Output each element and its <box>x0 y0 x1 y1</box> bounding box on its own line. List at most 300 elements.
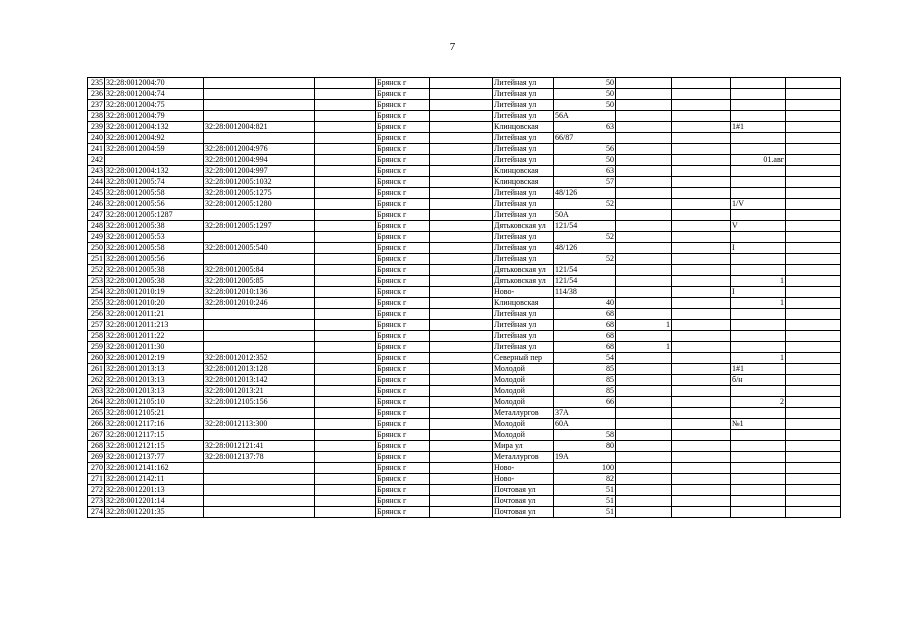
empty-cell <box>315 386 376 397</box>
empty-cell <box>672 342 731 353</box>
empty-cell <box>315 210 376 221</box>
city-cell: Брянск г <box>376 386 430 397</box>
row-number-cell: 256 <box>88 309 105 320</box>
street-cell: Литейная ул <box>493 232 554 243</box>
city-cell: Брянск г <box>376 441 430 452</box>
cadastral-number-cell: 32:28:0012011:213 <box>105 320 204 331</box>
related-cadastral-number-cell: 32:28:0012010:246 <box>204 298 315 309</box>
extra-number-cell <box>616 287 672 298</box>
cadastral-number-cell: 32:28:0012004:59 <box>105 144 204 155</box>
row-number-cell: 255 <box>88 298 105 309</box>
street-cell: Северный пер <box>493 353 554 364</box>
row-number-cell: 236 <box>88 89 105 100</box>
empty-cell <box>430 265 493 276</box>
related-cadastral-number-cell: 32:28:0012005:540 <box>204 243 315 254</box>
street-cell: Литейная ул <box>493 199 554 210</box>
street-cell: Почтовая ул <box>493 485 554 496</box>
premise-cell <box>731 232 786 243</box>
related-cadastral-number-cell <box>204 463 315 474</box>
empty-cell <box>315 133 376 144</box>
street-cell: Ново- <box>493 287 554 298</box>
related-cadastral-number-cell: 32:28:0012004:976 <box>204 144 315 155</box>
empty-cell <box>786 166 841 177</box>
city-cell: Брянск г <box>376 89 430 100</box>
empty-cell <box>786 232 841 243</box>
row-number-cell: 267 <box>88 430 105 441</box>
house-number-cell: 68 <box>554 342 616 353</box>
extra-number-cell <box>616 386 672 397</box>
empty-cell <box>430 386 493 397</box>
premise-cell <box>731 496 786 507</box>
table-row <box>88 276 841 287</box>
premise-cell <box>731 309 786 320</box>
empty-cell <box>786 309 841 320</box>
city-cell: Брянск г <box>376 287 430 298</box>
empty-cell <box>786 353 841 364</box>
cadastral-number-cell: 32:28:0012105:10 <box>105 397 204 408</box>
city-cell: Брянск г <box>376 485 430 496</box>
street-cell: Ново- <box>493 463 554 474</box>
cadastral-number-cell: 32:28:0012005:38 <box>105 265 204 276</box>
table-row <box>88 111 841 122</box>
city-cell: Брянск г <box>376 298 430 309</box>
city-cell: Брянск г <box>376 375 430 386</box>
house-number-cell: 85 <box>554 364 616 375</box>
city-cell: Брянск г <box>376 133 430 144</box>
city-cell: Брянск г <box>376 199 430 210</box>
cadastral-number-cell: 32:28:0012142:11 <box>105 474 204 485</box>
empty-cell <box>672 353 731 364</box>
empty-cell <box>672 320 731 331</box>
related-cadastral-number-cell <box>204 133 315 144</box>
row-number-cell: 241 <box>88 144 105 155</box>
empty-cell <box>786 397 841 408</box>
related-cadastral-number-cell: 32:28:0012013:21 <box>204 386 315 397</box>
extra-number-cell <box>616 122 672 133</box>
house-number-cell: 52 <box>554 199 616 210</box>
empty-cell <box>786 298 841 309</box>
row-number-cell: 250 <box>88 243 105 254</box>
empty-cell <box>430 342 493 353</box>
city-cell: Брянск г <box>376 265 430 276</box>
table-row <box>88 89 841 100</box>
empty-cell <box>315 463 376 474</box>
premise-cell <box>731 166 786 177</box>
row-number-cell: 268 <box>88 441 105 452</box>
cadastral-number-cell: 32:28:0012010:19 <box>105 287 204 298</box>
premise-cell: б/н <box>731 375 786 386</box>
extra-number-cell <box>616 210 672 221</box>
extra-number-cell <box>616 408 672 419</box>
related-cadastral-number-cell <box>204 254 315 265</box>
premise-cell: 1/V <box>731 199 786 210</box>
empty-cell <box>786 463 841 474</box>
empty-cell <box>786 375 841 386</box>
empty-cell <box>786 188 841 199</box>
row-number-cell: 262 <box>88 375 105 386</box>
empty-cell <box>672 507 731 518</box>
empty-cell <box>315 199 376 210</box>
table-row <box>88 364 841 375</box>
empty-cell <box>672 243 731 254</box>
extra-number-cell <box>616 177 672 188</box>
house-number-cell: 52 <box>554 232 616 243</box>
extra-number-cell <box>616 133 672 144</box>
street-cell: Почтовая ул <box>493 496 554 507</box>
city-cell: Брянск г <box>376 507 430 518</box>
premise-cell <box>731 111 786 122</box>
empty-cell <box>430 364 493 375</box>
empty-cell <box>430 188 493 199</box>
cadastral-number-cell: 32:28:0012201:35 <box>105 507 204 518</box>
extra-number-cell <box>616 199 672 210</box>
house-number-cell: 100 <box>554 463 616 474</box>
premise-cell <box>731 452 786 463</box>
cadastral-number-cell <box>105 155 204 166</box>
house-number-cell: 82 <box>554 474 616 485</box>
city-cell: Брянск г <box>376 100 430 111</box>
street-cell: Литейная ул <box>493 155 554 166</box>
extra-number-cell <box>616 188 672 199</box>
premise-cell <box>731 320 786 331</box>
house-number-cell: 51 <box>554 496 616 507</box>
table-row <box>88 122 841 133</box>
cadastral-number-cell: 32:28:0012011:22 <box>105 331 204 342</box>
premise-cell: V <box>731 221 786 232</box>
related-cadastral-number-cell: 32:28:0012004:994 <box>204 155 315 166</box>
street-cell: Литейная ул <box>493 342 554 353</box>
empty-cell <box>315 430 376 441</box>
house-number-cell: 40 <box>554 298 616 309</box>
table-row <box>88 342 841 353</box>
empty-cell <box>672 188 731 199</box>
table-row <box>88 397 841 408</box>
cadastral-number-cell: 32:28:0012004:70 <box>105 78 204 89</box>
empty-cell <box>672 199 731 210</box>
empty-cell <box>786 133 841 144</box>
empty-cell <box>786 265 841 276</box>
row-number-cell: 259 <box>88 342 105 353</box>
premise-cell <box>731 463 786 474</box>
cadastral-number-cell: 32:28:0012010:20 <box>105 298 204 309</box>
table-row <box>88 254 841 265</box>
empty-cell <box>430 441 493 452</box>
empty-cell <box>672 177 731 188</box>
table-row <box>88 221 841 232</box>
row-number-cell: 266 <box>88 419 105 430</box>
related-cadastral-number-cell: 32:28:0012005:85 <box>204 276 315 287</box>
empty-cell <box>430 287 493 298</box>
empty-cell <box>786 452 841 463</box>
house-number-cell: 51 <box>554 507 616 518</box>
empty-cell <box>672 309 731 320</box>
empty-cell <box>786 386 841 397</box>
empty-cell <box>315 166 376 177</box>
empty-cell <box>315 111 376 122</box>
empty-cell <box>672 408 731 419</box>
row-number-cell: 270 <box>88 463 105 474</box>
city-cell: Брянск г <box>376 177 430 188</box>
empty-cell <box>430 353 493 364</box>
table-row <box>88 199 841 210</box>
table-row <box>88 320 841 331</box>
city-cell: Брянск г <box>376 430 430 441</box>
city-cell: Брянск г <box>376 397 430 408</box>
extra-number-cell <box>616 331 672 342</box>
empty-cell <box>315 122 376 133</box>
related-cadastral-number-cell: 32:28:0012005:1297 <box>204 221 315 232</box>
street-cell: Дятьковская ул <box>493 276 554 287</box>
extra-number-cell <box>616 463 672 474</box>
empty-cell <box>430 309 493 320</box>
empty-cell <box>786 419 841 430</box>
street-cell: Литейная ул <box>493 100 554 111</box>
cadastral-number-cell: 32:28:0012201:13 <box>105 485 204 496</box>
city-cell: Брянск г <box>376 166 430 177</box>
city-cell: Брянск г <box>376 353 430 364</box>
empty-cell <box>786 441 841 452</box>
empty-cell <box>430 122 493 133</box>
empty-cell <box>786 100 841 111</box>
empty-cell <box>672 276 731 287</box>
related-cadastral-number-cell <box>204 342 315 353</box>
street-cell: Клинцовская <box>493 177 554 188</box>
related-cadastral-number-cell <box>204 111 315 122</box>
row-number-cell: 251 <box>88 254 105 265</box>
empty-cell <box>430 210 493 221</box>
house-number-cell: 50А <box>554 210 616 221</box>
related-cadastral-number-cell: 32:28:0012121:41 <box>204 441 315 452</box>
house-number-cell: 66/87 <box>554 133 616 144</box>
empty-cell <box>672 210 731 221</box>
empty-cell <box>315 309 376 320</box>
empty-cell <box>672 452 731 463</box>
house-number-cell: 68 <box>554 331 616 342</box>
premise-cell <box>731 177 786 188</box>
empty-cell <box>786 144 841 155</box>
house-number-cell: 50 <box>554 78 616 89</box>
extra-number-cell <box>616 221 672 232</box>
table-row <box>88 232 841 243</box>
house-number-cell: 54 <box>554 353 616 364</box>
cadastral-number-cell: 32:28:0012005:38 <box>105 221 204 232</box>
house-number-cell: 68 <box>554 309 616 320</box>
cadastral-number-cell: 32:28:0012004:74 <box>105 89 204 100</box>
extra-number-cell <box>616 155 672 166</box>
city-cell: Брянск г <box>376 331 430 342</box>
empty-cell <box>315 441 376 452</box>
empty-cell <box>672 364 731 375</box>
empty-cell <box>430 276 493 287</box>
street-cell: Литейная ул <box>493 144 554 155</box>
empty-cell <box>430 100 493 111</box>
house-number-cell: 50 <box>554 100 616 111</box>
related-cadastral-number-cell: 32:28:0012004:821 <box>204 122 315 133</box>
cadastral-number-cell: 32:28:0012117:16 <box>105 419 204 430</box>
empty-cell <box>315 485 376 496</box>
city-cell: Брянск г <box>376 463 430 474</box>
house-number-cell: 48/126 <box>554 243 616 254</box>
street-cell: Литейная ул <box>493 331 554 342</box>
premise-cell <box>731 78 786 89</box>
table-row <box>88 375 841 386</box>
city-cell: Брянск г <box>376 342 430 353</box>
extra-number-cell <box>616 496 672 507</box>
empty-cell <box>786 243 841 254</box>
premise-cell <box>731 507 786 518</box>
empty-cell <box>315 419 376 430</box>
extra-number-cell <box>616 507 672 518</box>
table-row <box>88 430 841 441</box>
empty-cell <box>786 320 841 331</box>
cadastral-number-cell: 32:28:0012013:13 <box>105 364 204 375</box>
street-cell: Литейная ул <box>493 188 554 199</box>
empty-cell <box>786 287 841 298</box>
extra-number-cell <box>616 430 672 441</box>
empty-cell <box>672 265 731 276</box>
empty-cell <box>430 463 493 474</box>
empty-cell <box>786 111 841 122</box>
empty-cell <box>430 331 493 342</box>
premise-cell <box>731 408 786 419</box>
table-row <box>88 177 841 188</box>
empty-cell <box>315 232 376 243</box>
empty-cell <box>786 254 841 265</box>
city-cell: Брянск г <box>376 221 430 232</box>
empty-cell <box>786 430 841 441</box>
premise-cell <box>731 441 786 452</box>
empty-cell <box>315 408 376 419</box>
empty-cell <box>430 485 493 496</box>
empty-cell <box>430 474 493 485</box>
related-cadastral-number-cell <box>204 485 315 496</box>
related-cadastral-number-cell: 32:28:0012012:352 <box>204 353 315 364</box>
house-number-cell: 48/126 <box>554 188 616 199</box>
cadastral-number-cell: 32:28:0012004:79 <box>105 111 204 122</box>
empty-cell <box>672 375 731 386</box>
street-cell: Клинцовская <box>493 298 554 309</box>
table-row <box>88 78 841 89</box>
empty-cell <box>672 254 731 265</box>
empty-cell <box>430 397 493 408</box>
cadastral-number-cell: 32:28:0012004:92 <box>105 133 204 144</box>
table-row <box>88 100 841 111</box>
empty-cell <box>430 155 493 166</box>
empty-cell <box>786 177 841 188</box>
table-row <box>88 287 841 298</box>
cadastral-number-cell: 32:28:0012004:75 <box>105 100 204 111</box>
house-number-cell: 85 <box>554 386 616 397</box>
table-row <box>88 144 841 155</box>
cadastral-number-cell: 32:28:0012121:15 <box>105 441 204 452</box>
empty-cell <box>786 331 841 342</box>
empty-cell <box>315 331 376 342</box>
empty-cell <box>430 375 493 386</box>
table-row <box>88 441 841 452</box>
empty-cell <box>672 441 731 452</box>
street-cell: Молодой <box>493 375 554 386</box>
cadastral-number-cell: 32:28:0012011:21 <box>105 309 204 320</box>
street-cell: Дятьковская ул <box>493 221 554 232</box>
row-number-cell: 235 <box>88 78 105 89</box>
house-number-cell: 114/38 <box>554 287 616 298</box>
cadastral-number-cell: 32:28:0012137:77 <box>105 452 204 463</box>
city-cell: Брянск г <box>376 188 430 199</box>
empty-cell <box>430 452 493 463</box>
empty-cell <box>315 375 376 386</box>
house-number-cell: 80 <box>554 441 616 452</box>
extra-number-cell <box>616 419 672 430</box>
table-row <box>88 463 841 474</box>
empty-cell <box>786 78 841 89</box>
row-number-cell: 271 <box>88 474 105 485</box>
row-number-cell: 252 <box>88 265 105 276</box>
row-number-cell: 257 <box>88 320 105 331</box>
empty-cell <box>672 78 731 89</box>
empty-cell <box>315 397 376 408</box>
house-number-cell: 56 <box>554 144 616 155</box>
premise-cell <box>731 474 786 485</box>
register-table <box>87 77 841 518</box>
row-number-cell: 253 <box>88 276 105 287</box>
empty-cell <box>315 177 376 188</box>
extra-number-cell <box>616 144 672 155</box>
street-cell: Молодой <box>493 397 554 408</box>
premise-cell <box>731 485 786 496</box>
row-number-cell: 261 <box>88 364 105 375</box>
house-number-cell: 121/54 <box>554 265 616 276</box>
premise-cell <box>731 210 786 221</box>
house-number-cell: 68 <box>554 320 616 331</box>
premise-cell <box>731 144 786 155</box>
street-cell: Литейная ул <box>493 254 554 265</box>
extra-number-cell <box>616 375 672 386</box>
city-cell: Брянск г <box>376 408 430 419</box>
house-number-cell: 37А <box>554 408 616 419</box>
empty-cell <box>786 485 841 496</box>
house-number-cell: 63 <box>554 122 616 133</box>
city-cell: Брянск г <box>376 309 430 320</box>
street-cell: Литейная ул <box>493 210 554 221</box>
empty-cell <box>315 353 376 364</box>
city-cell: Брянск г <box>376 78 430 89</box>
empty-cell <box>430 507 493 518</box>
cadastral-number-cell: 32:28:0012105:21 <box>105 408 204 419</box>
row-number-cell: 247 <box>88 210 105 221</box>
empty-cell <box>315 298 376 309</box>
empty-cell <box>430 144 493 155</box>
table-row <box>88 188 841 199</box>
table-row <box>88 243 841 254</box>
extra-number-cell: 1 <box>616 342 672 353</box>
house-number-cell: 121/54 <box>554 221 616 232</box>
empty-cell <box>315 474 376 485</box>
extra-number-cell <box>616 309 672 320</box>
empty-cell <box>786 122 841 133</box>
table-row <box>88 298 841 309</box>
empty-cell <box>315 243 376 254</box>
extra-number-cell <box>616 166 672 177</box>
premise-cell: 1 <box>731 298 786 309</box>
row-number-cell: 264 <box>88 397 105 408</box>
premise-cell <box>731 89 786 100</box>
empty-cell <box>672 298 731 309</box>
house-number-cell: 19А <box>554 452 616 463</box>
empty-cell <box>430 221 493 232</box>
empty-cell <box>430 298 493 309</box>
empty-cell <box>786 276 841 287</box>
row-number-cell: 238 <box>88 111 105 122</box>
